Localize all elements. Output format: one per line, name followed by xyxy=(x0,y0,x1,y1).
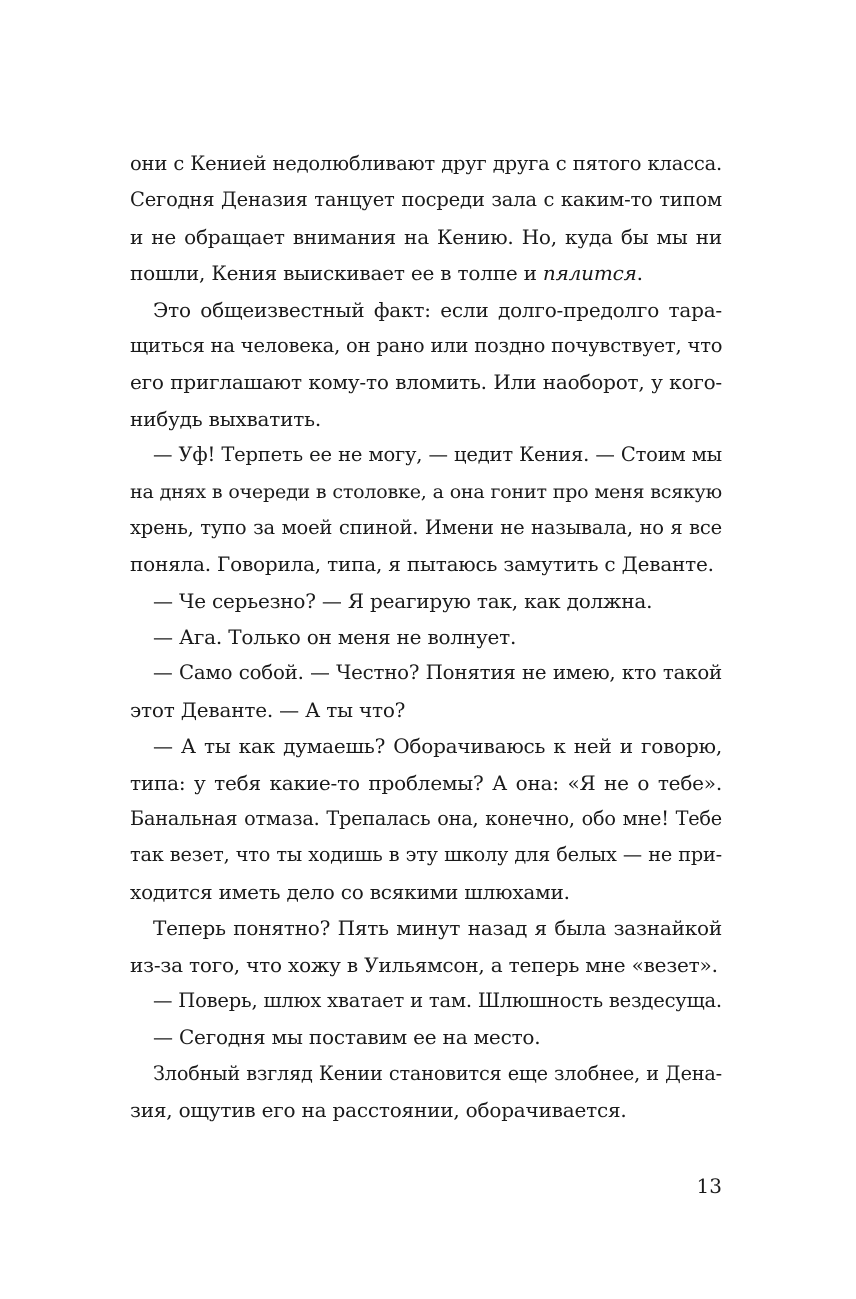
text-line: и не обращает внимания на Кению. Но, куда бы мы ни xyxy=(130,224,722,249)
text-span: . xyxy=(636,261,643,286)
text-line: на днях в очереди в столовке, а она гонит про меня всякую xyxy=(130,480,722,503)
text-line: его приглашают кому-то вломить. Или наоборот, у кого- xyxy=(130,370,722,395)
text-line: Злобный взгляд Кении становится еще злобнее, и Дена- xyxy=(153,1061,722,1085)
text-line: они с Кенией недолюбливают друг друга с пятого класса. xyxy=(130,152,722,175)
text-line: — Поверь, шлюх хватает и там. Шлюшность вездесуща. xyxy=(153,988,722,1012)
text-line: Банальная отмаза. Трепалась она, конечно, обо мне! Тебе xyxy=(130,807,722,831)
text-line: Теперь понятно? Пять минут назад я была зазнайкой xyxy=(153,916,722,941)
text-line: хрень, тупо за моей спиной. Имени не называла, но я все xyxy=(130,515,722,539)
text-line: зия, ощутив его на расстоянии, оборачивается. xyxy=(130,1098,627,1123)
text-line: Это общеизвестный факт: если долго-предолго тара- xyxy=(153,297,722,322)
text-line: — А ты как думаешь? Оборачиваюсь к ней и говорю, xyxy=(153,734,722,759)
text-line: — Че серьезно? — Я реагирую так, как должна. xyxy=(153,588,653,613)
text-line: — Уф! Терпеть ее не могу, — цедит Кения. — Стоим мы xyxy=(153,443,722,467)
text-line: типа: у тебя какие-то проблемы? А она: «Я не о тебе». xyxy=(130,770,722,795)
text-line: щиться на человека, он рано или поздно почувствует, что xyxy=(130,333,723,357)
text-line: поняла. Говорила, типа, я пытаюсь замутить с Деванте. xyxy=(130,552,714,577)
text-line: — Само собой. — Честно? Понятия не имею, кто такой xyxy=(153,661,722,685)
text-span: пошли, Кения выискивает ее в толпе и xyxy=(130,261,543,286)
text-line: — Ага. Только он меня не волнует. xyxy=(153,625,517,650)
italic-word: пялится xyxy=(542,261,637,286)
text-line: из-за того, что хожу в Уильямсон, а теперь мне «везет». xyxy=(130,952,718,977)
text-line: — Сегодня мы поставим ее на место. xyxy=(153,1025,541,1050)
text-line: нибудь выхватить. xyxy=(130,406,321,431)
page-body xyxy=(130,146,722,1129)
text-line: так везет, что ты ходишь в эту школу для белых — не при- xyxy=(130,843,722,867)
text-line: этот Деванте. — А ты что? xyxy=(130,697,406,722)
text-line xyxy=(130,255,722,291)
text-line: Сегодня Деназия танцует посреди зала с каким-то типом xyxy=(130,188,722,212)
page-number: 13 xyxy=(696,1174,722,1198)
text-line: ходится иметь дело со всякими шлюхами. xyxy=(130,879,570,904)
